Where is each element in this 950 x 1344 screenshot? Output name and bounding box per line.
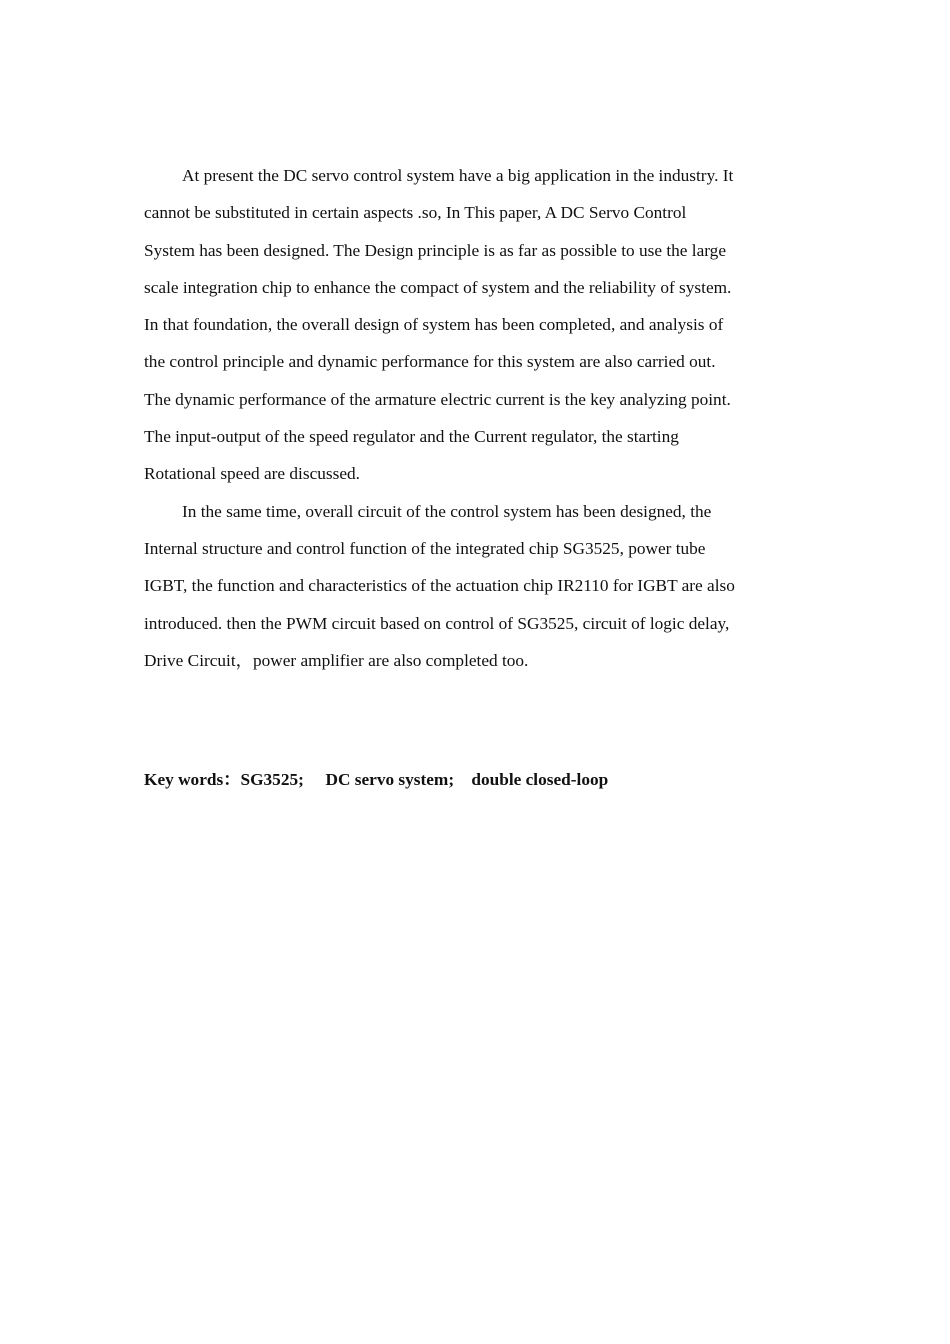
text-line: In the same time, overall circuit of the control system has been designed, the: [182, 501, 712, 521]
text-line: scale integration chip to enhance the compact of system and the reliability of system.: [144, 277, 732, 297]
keyword-item: double closed-loop: [471, 770, 609, 789]
abstract-paragraph-2: [144, 493, 814, 679]
keywords-line: [144, 763, 608, 797]
text-line: Internal structure and control function of the integrated chip SG3525, power tube: [144, 538, 706, 558]
text-line: Drive Circuit，power amplifier are also completed too.: [144, 650, 529, 670]
abstract-paragraph-1: [144, 157, 814, 493]
text-line: System has been designed. The Design principle is as far as possible to use the large: [144, 240, 726, 260]
text-line: the control principle and dynamic performance for this system are also carried out.: [144, 352, 716, 372]
text-line: Rotational speed are discussed.: [144, 464, 360, 484]
text-line: introduced. then the PWM circuit based on control of SG3525, circuit of logic delay,: [144, 613, 730, 633]
text-line: In that foundation, the overall design of system has been completed, and analysis of: [144, 315, 724, 335]
text-line: cannot be substituted in certain aspects .so, In This paper, A DC Servo Control: [144, 203, 687, 223]
text-line: The input-output of the speed regulator and the Current regulator, the starting: [144, 427, 679, 447]
abstract-body: [144, 157, 814, 679]
keyword-item: SG3525;: [240, 770, 304, 789]
text-line: The dynamic performance of the armature electric current is the key analyzing point.: [144, 389, 731, 409]
keywords-label: Key words：: [144, 770, 241, 789]
keyword-item: DC servo system;: [325, 770, 455, 789]
text-line: IGBT, the function and characteristics of the actuation chip IR2110 for IGBT are also: [144, 576, 735, 596]
text-line: At present the DC servo control system have a big application in the industry. It: [182, 166, 734, 185]
